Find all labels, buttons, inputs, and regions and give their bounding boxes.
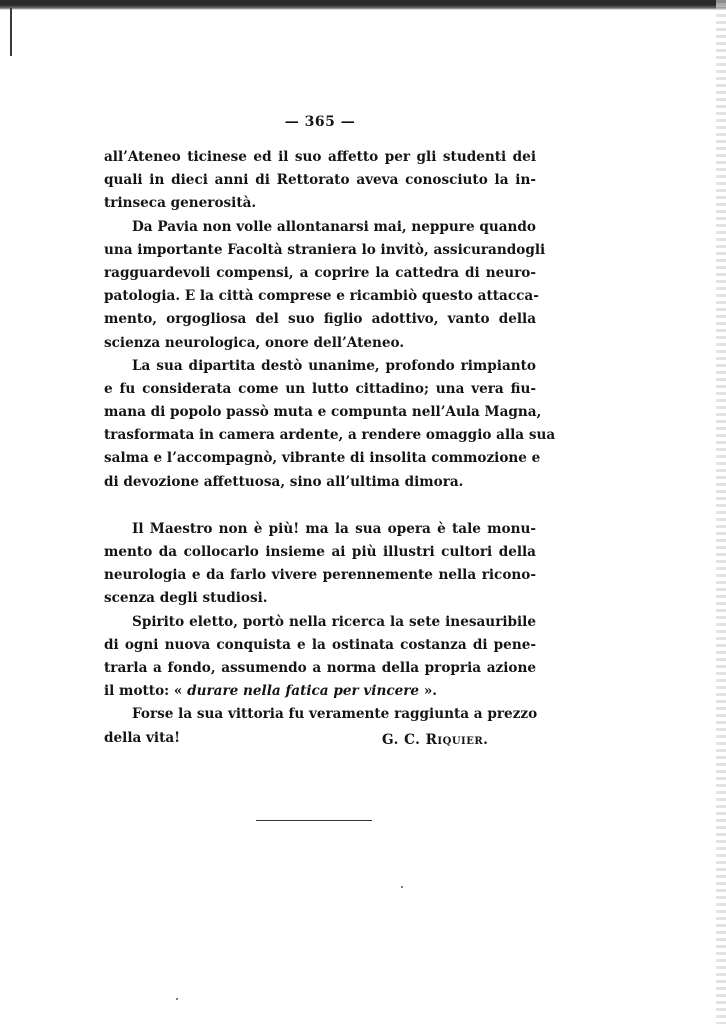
scan-top-edge bbox=[0, 0, 726, 10]
motto: durare nella fatica per vincere bbox=[187, 683, 420, 700]
text-line: scenza degli studiosi. bbox=[104, 590, 268, 607]
closing-rule bbox=[256, 820, 372, 821]
text-line: trasformata in camera ardente, a rendere omaggio alla sua bbox=[104, 427, 556, 444]
text-line: scienza neurologica, onore dell’Ateneo. bbox=[104, 334, 405, 351]
text-line: Da Pavia non volle allontanarsi mai, neppure quando bbox=[132, 218, 536, 235]
text-line: salma e l’accompagnò, vibrante di insolita commozione e bbox=[104, 450, 541, 467]
text-line: mana di popolo passò muta e compunta nell’Aula Magna, bbox=[104, 404, 542, 421]
text-line: ragguardevoli compensi, a coprire la cattedra di neuro- bbox=[104, 264, 536, 281]
text-line: mento, orgogliosa del suo figlio adottivo, vanto della bbox=[104, 311, 536, 328]
body-text bbox=[104, 146, 556, 750]
text-line: neurologia e da farlo vivere perennemente nella ricono- bbox=[104, 567, 536, 584]
text-line: della vita! bbox=[104, 729, 181, 746]
text-line: trinseca generosità. bbox=[104, 195, 257, 212]
scan-speck bbox=[401, 886, 403, 888]
text-line: Il Maestro non è più! ma la sua opera è tale monu- bbox=[132, 520, 536, 537]
text-line: mento da collocarlo insieme ai più illustri cultori della bbox=[104, 544, 536, 560]
text-line: di ogni nuova conquista e la ostinata costanza di pene- bbox=[104, 636, 536, 653]
text-line: trarla a fondo, assumendo a norma della propria azione bbox=[104, 659, 536, 676]
scan-left-mark bbox=[10, 8, 12, 56]
signature: G. C. Riquier. bbox=[382, 732, 489, 748]
section-gap bbox=[104, 494, 536, 518]
text-line: Forse la sua vittoria fu veramente raggiunta a prezzo bbox=[132, 706, 538, 723]
text-line: La sua dipartita destò unanime, profondo rimpianto bbox=[132, 357, 536, 374]
motto-line bbox=[104, 680, 536, 703]
text-line: quali in dieci anni di Rettorato aveva conosciuto la in- bbox=[104, 172, 536, 189]
scan-right-edge bbox=[716, 0, 726, 1024]
text-line: patologia. E la città comprese e ricambiò questo attacca- bbox=[104, 288, 539, 305]
scan-speck bbox=[176, 998, 178, 1000]
text-line: Spirito eletto, portò nella ricerca la sete inesauribile bbox=[132, 613, 536, 630]
motto-suffix: ». bbox=[423, 683, 438, 700]
text-line: all’Ateneo ticinese ed il suo affetto per gli studenti dei bbox=[104, 149, 536, 165]
page-number: — 365 — bbox=[284, 114, 356, 130]
text-line: una importante Facoltà straniera lo invitò, assicurandogli bbox=[104, 241, 546, 258]
motto-prefix: il motto: « bbox=[104, 683, 183, 700]
text-line: e fu considerata come un lutto cittadino; una vera fiu- bbox=[104, 380, 536, 397]
text-line: di devozione affettuosa, sino all’ultima dimora. bbox=[104, 473, 464, 490]
